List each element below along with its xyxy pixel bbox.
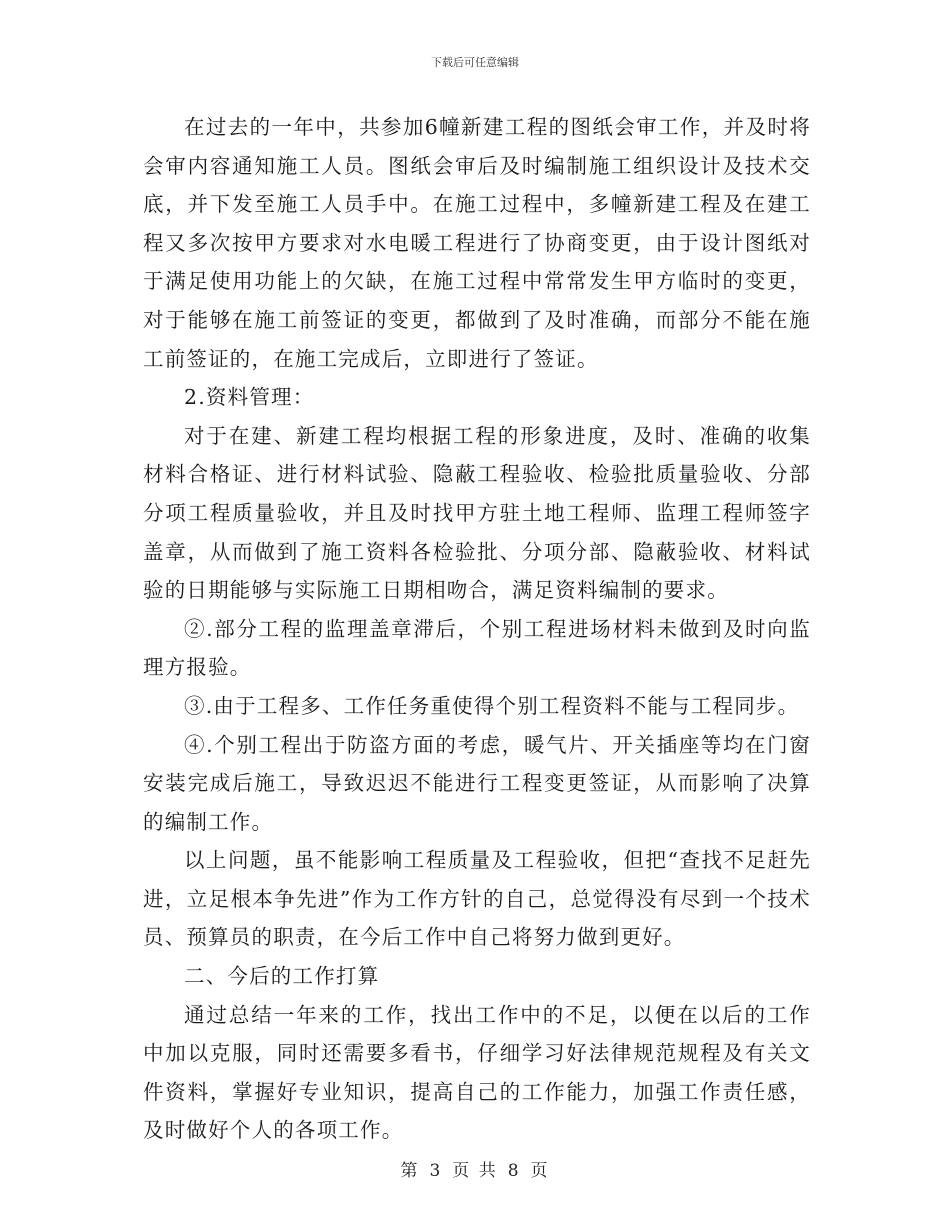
footer-suffix: 页 xyxy=(530,1161,550,1181)
section-heading-future-plans: 二、今后的工作打算 xyxy=(184,964,380,989)
section-heading-data-management: 2.资料管理： xyxy=(184,385,315,410)
paragraph-drawing-review: 在过去的一年中，共参加6幢新建工程的图纸会审工作，并及时将会审内容通知施工人员。图纸会审后及时编制施工组织设计及技术交底，并下发至施工人员手中。在施工过程中，多幢新建工程及在建工程又多次按甲方要求对水电暖工程进行了协商变更，由于设计图纸对于满足使用功能上的欠缺，在施工过程中常常发生甲方临时的变更，对于能够在施工前签证的变更，都做到了及时准确，而部分不能在施工前签证的，在施工完成后，立即进行了签证。 xyxy=(143,115,811,371)
list-item-issue-4: ④.个别工程出于防盗方面的考虑，暖气片、开关插座等均在门窗安装完成后施工，导致迟迟不能进行工程变更签证，从而影响了决算的编制工作。 xyxy=(143,732,811,834)
paragraph-summary: 以上问题，虽不能影响工程质量及工程验收，但把“查找不足赶先进，立足根本争先进”作为工作方针的自己，总觉得没有尽到一个技术员、预算员的职责，在今后工作中自己将努力做到更好。 xyxy=(143,848,811,950)
footer-page-number: 3 xyxy=(429,1161,443,1181)
paragraph-data-management: 对于在建、新建工程均根据工程的形象进度，及时、准确的收集材料合格证、进行材料试验、隐蔽工程验收、检验批质量验收、分部分项工程质量验收，并且及时找甲方驻土地工程师、监理工程师签字盖章，从而做到了施工资料各检验批、分项分部、隐蔽验收、材料试验的日期能够与实际施工日期相吻合，满足资料编制的要求。 xyxy=(143,423,811,603)
footer-prefix: 第 xyxy=(400,1161,420,1181)
document-body xyxy=(143,108,811,1150)
paragraph-future-plans: 通过总结一年来的工作，找出工作中的不足，以便在以后的工作中加以克服，同时还需要多看书，仔细学习好法律规范规程及有关文件资料，掌握好专业知识，提高自己的工作能力，加强工作责任感，及时做好个人的各项工作。 xyxy=(143,1002,811,1143)
footer-total-pages: 8 xyxy=(507,1161,521,1181)
page-header: 下载后可任意编辑 xyxy=(431,56,519,69)
footer-middle: 页 共 xyxy=(452,1161,498,1181)
list-item-issue-3: ③.由于工程多、工作任务重使得个别工程资料不能与工程同步。 xyxy=(184,693,800,718)
list-item-issue-2: ②.部分工程的监理盖章滞后，个别工程进场材料未做到及时向监理方报验。 xyxy=(143,616,811,680)
page-footer xyxy=(0,1156,950,1181)
